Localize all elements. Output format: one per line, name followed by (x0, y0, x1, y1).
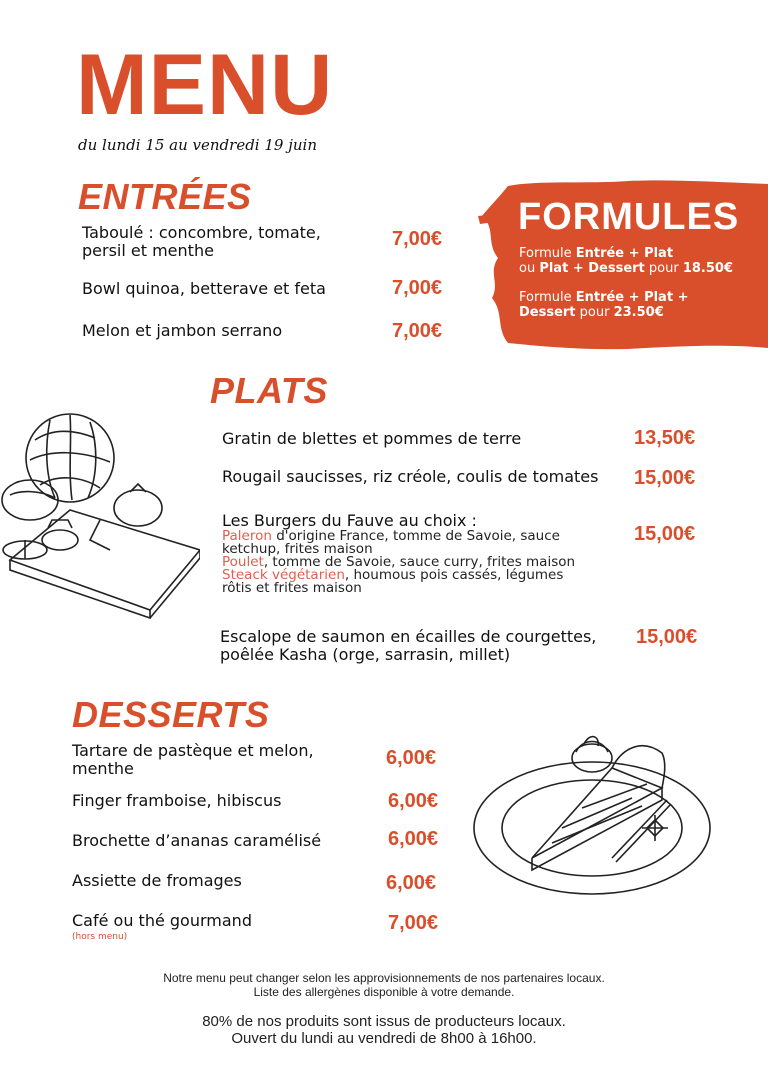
entrees-heading: ENTRÉES (78, 176, 252, 217)
menu-note: (hors menu) (72, 932, 128, 942)
formule-2: Formule Entrée + Plat + Dessert pour 23.50€ (519, 290, 689, 320)
price: 7,00€ (392, 277, 443, 299)
footer-info: 80% de nos produits sont issus de producteurs locaux. Ouvert du lundi au vendredi de 8h00 à 16h00. (202, 1013, 566, 1047)
menu-item: Gratin de blettes et pommes de terre (222, 429, 522, 448)
pie-illustration (472, 708, 712, 898)
menu-item: Bowl quinoa, betterave et feta (82, 279, 326, 298)
price: 6,00€ (388, 790, 439, 812)
price: 15,00€ (636, 626, 698, 648)
burger-options: Paleron d'origine France, tomme de Savoie, sauce ketchup, frites maison Poulet, tomme de Savoie, sauce curry, frites maison Steack végétarien, houmous pois cassés, légumes rôtis et frites maison (222, 528, 576, 596)
price: 6,00€ (386, 872, 437, 894)
menu-item: Finger framboise, hibiscus (72, 791, 282, 810)
desserts-heading: DESSERTS (72, 694, 270, 735)
formule-1: Formule Entrée + Plat ou Plat + Dessert pour 18.50€ (519, 246, 734, 276)
menu-item: Brochette d’ananas caramélisé (72, 831, 322, 850)
menu-item: Melon et jambon serrano (82, 321, 283, 340)
vegetables-illustration (0, 400, 200, 620)
price: 15,00€ (634, 467, 696, 489)
menu-item: Assiette de fromages (72, 871, 242, 890)
menu-item: Taboulé : concombre, tomate, persil et menthe (82, 223, 321, 260)
menu-item: Rougail saucisses, riz créole, coulis de tomates (222, 467, 599, 486)
price: 7,00€ (392, 320, 443, 342)
menu-item: Les Burgers du Fauve au choix : (222, 511, 477, 530)
price: 7,00€ (392, 228, 443, 250)
formules-heading: FORMULES (518, 196, 740, 238)
price: 6,00€ (388, 828, 439, 850)
footer-notice: Notre menu peut changer selon les approvisionnements de nos partenaires locaux. Liste des allergènes disponible à votre demande. (163, 971, 605, 999)
price: 6,00€ (386, 747, 437, 769)
price: 13,50€ (634, 427, 696, 449)
menu-item: Café ou thé gourmand (72, 911, 252, 930)
price: 15,00€ (634, 523, 696, 545)
price: 7,00€ (388, 912, 439, 934)
date-range: du lundi 15 au vendredi 19 juin (78, 136, 317, 154)
page-title: MENU (76, 37, 334, 133)
plats-heading: PLATS (210, 370, 328, 411)
menu-item: Escalope de saumon en écailles de courgettes, poêlée Kasha (orge, sarrasin, millet) (220, 627, 597, 664)
menu-item: Tartare de pastèque et melon, menthe (72, 741, 314, 778)
